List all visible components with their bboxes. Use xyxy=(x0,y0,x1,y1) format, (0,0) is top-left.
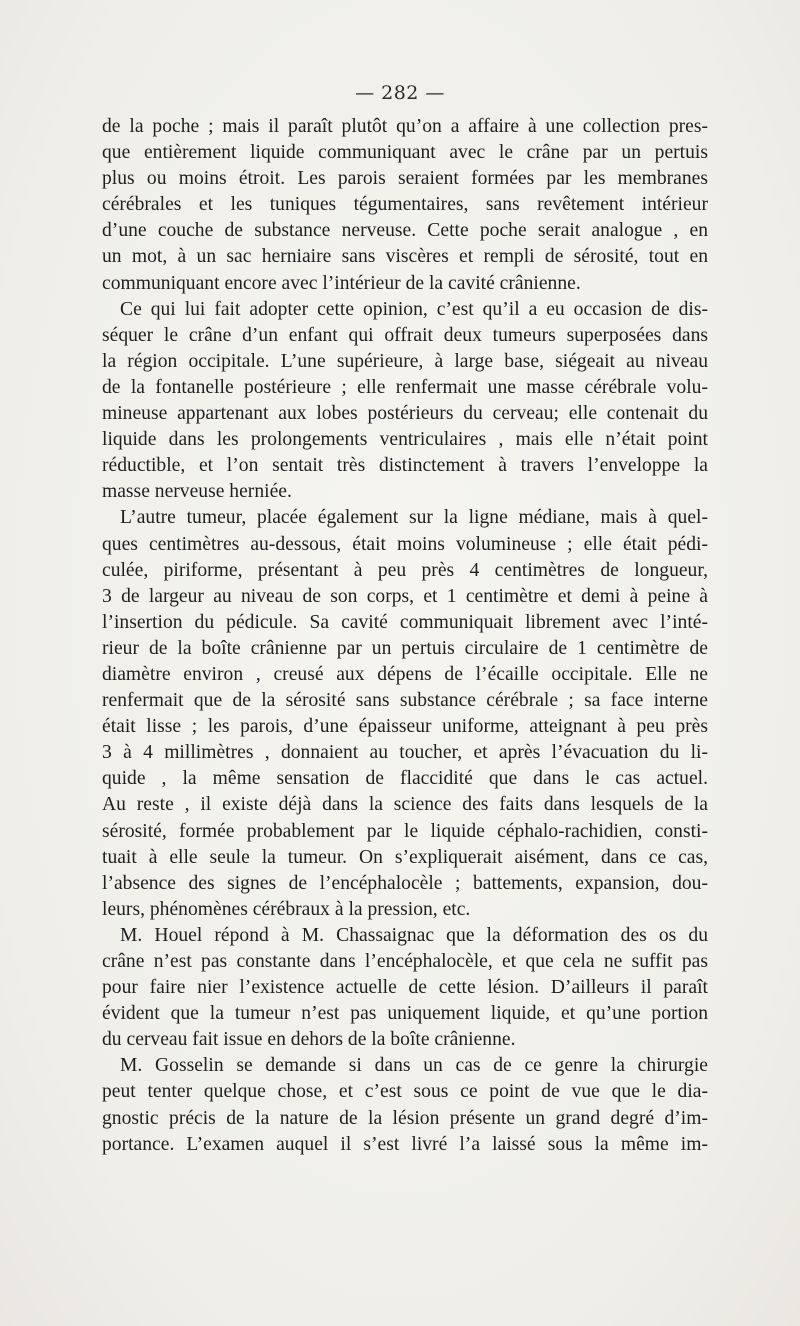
text-line: Au reste , il existe déjà dans la science des faits dans lesquels de la xyxy=(102,794,708,816)
text-line: que entièrement liquide communiquant avec le crâne par un pertuis xyxy=(102,142,708,164)
text-line: leurs, phénomènes cérébraux à la pression, etc. xyxy=(102,898,471,920)
text-line: pour faire nier l’existence actuelle de cette lésion. D’ailleurs il paraît xyxy=(102,977,708,999)
text-line: d’une couche de substance nerveuse. Cette poche serait analogue , en xyxy=(102,220,708,242)
text-line: masse nerveuse herniée. xyxy=(102,481,292,503)
text-line: L’autre tumeur, placée également sur la ligne médiane, mais à quel- xyxy=(120,507,708,529)
text-line: communiquant encore avec l’intérieur de la cavité crânienne. xyxy=(102,272,581,294)
text-line: portance. L’examen auquel il s’est livré l’a laissé sous la même im- xyxy=(102,1133,708,1155)
text-line: 3 à 4 millimètres , donnaient au toucher, et après l’évacuation du li- xyxy=(102,742,708,764)
text-line: crâne n’est pas constante dans l’encéphalocèle, et que cela ne suffit pas xyxy=(102,951,708,972)
text-line: tuait à elle seule la tumeur. On s’expliquerait aisément, dans ce cas, xyxy=(102,846,708,868)
text-line: de la poche ; mais il paraît plutôt qu’on a affaire à une collection pres- xyxy=(102,116,708,137)
text-line: Ce qui lui fait adopter cette opinion, c’est qu’il a eu occasion de dis- xyxy=(120,298,708,320)
text-line: évident que la tumeur n’est pas uniquement liquide, et qu’une portion xyxy=(102,1003,708,1025)
text-line: rieur de la boîte crânienne par un pertuis circulaire de 1 centimètre de xyxy=(102,637,708,659)
text-line: liquide dans les prolongements ventriculaires , mais elle n’était point xyxy=(102,429,708,451)
text-line: du cerveau fait issue en dehors de la boîte crânienne. xyxy=(102,1029,516,1051)
text-line: l’insertion du pédicule. Sa cavité communiquait librement avec l’inté- xyxy=(102,611,708,633)
text-line: ques centimètres au-dessous, était moins volumineuse ; elle était pédi- xyxy=(102,533,708,555)
text-line: réductible, et l’on sentait très distinctement à travers l’enveloppe la xyxy=(102,455,708,477)
text-line: cérébrales et les tuniques tégumentaires, sans revêtement intérieur xyxy=(102,194,708,216)
text-line: M. Houel répond à M. Chassaignac que la déformation des os du xyxy=(120,924,708,946)
text-line: diamètre environ , creusé aux dépens de l’écaille occipitale. Elle ne xyxy=(102,663,708,685)
text-line: plus ou moins étroit. Les parois seraient formées par les membranes xyxy=(102,168,708,190)
text-line: un mot, à un sac herniaire sans viscères et rempli de sérosité, tout en xyxy=(102,246,708,268)
page-number: — 282 — xyxy=(355,82,445,104)
text-line: quide , la même sensation de flaccidité que dans le cas actuel. xyxy=(102,768,708,790)
text-line: sérosité, formée probablement par le liquide céphalo-rachidien, consti- xyxy=(102,820,708,842)
text-line: l’absence des signes de l’encéphalocèle ; battements, expansion, dou- xyxy=(102,872,708,894)
text-line: culée, piriforme, présentant à peu près 4 centimètres de longueur, xyxy=(102,559,708,581)
text-line: gnostic précis de la nature de la lésion présente un grand degré d’im- xyxy=(102,1107,708,1129)
text-line: mineuse appartenant aux lobes postérieurs du cerveau; elle contenait du xyxy=(102,403,708,425)
text-line: était lisse ; les parois, d’une épaisseur uniforme, atteignant à peu près xyxy=(102,716,708,738)
text-line: 3 de largeur au niveau de son corps, et 1 centimètre et demi à peine à xyxy=(102,585,708,607)
text-line: M. Gosselin se demande si dans un cas de ce genre la chirurgie xyxy=(120,1055,708,1077)
text-line: la région occipitale. L’une supérieure, à large base, siégeait au niveau xyxy=(102,350,708,372)
text-line: peut tenter quelque chose, et c’est sous ce point de vue que le dia- xyxy=(102,1081,708,1103)
text-line: de la fontanelle postérieure ; elle renfermait une masse cérébrale volu- xyxy=(102,376,708,398)
text-line: séquer le crâne d’un enfant qui offrait deux tumeurs superposées dans xyxy=(102,324,708,346)
body-text xyxy=(102,114,708,1158)
text-line: renfermait que de la sérosité sans substance cérébrale ; sa face interne xyxy=(102,690,708,712)
